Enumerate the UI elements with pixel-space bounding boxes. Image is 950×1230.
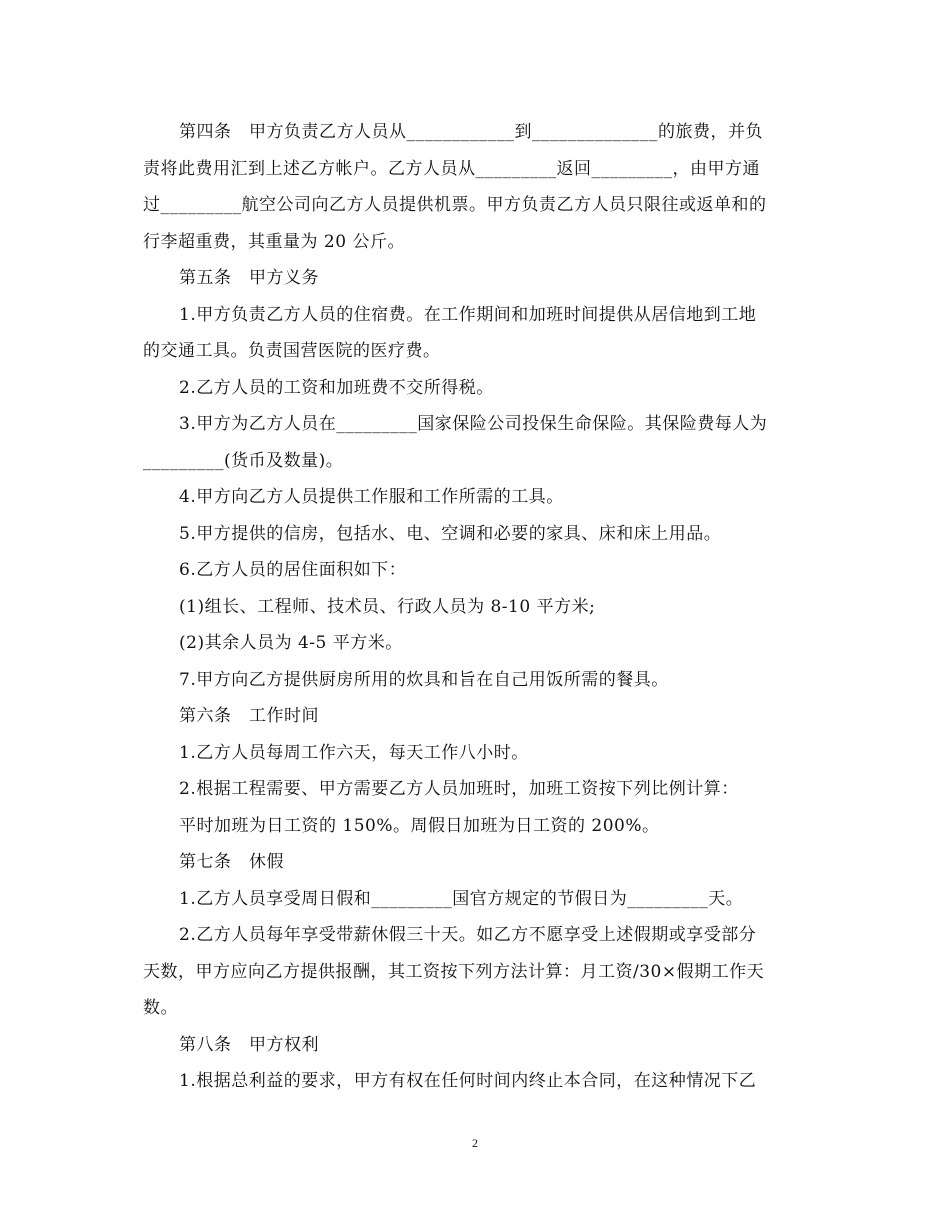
text-line: 2.根据工程需要、甲方需要乙方人员加班时，加班工资按下列比例计算：: [179, 779, 739, 799]
text-line: 天数，甲方应向乙方提供报酬，其工资按下列方法计算：月工资/30×假期工作天: [143, 961, 765, 982]
text-line: 6.乙方人员的居住面积如下：: [179, 560, 407, 580]
text-line: 1.乙方人员每周工作六天，每天工作八小时。: [179, 742, 529, 763]
section-heading: 第五条 甲方义务: [179, 268, 319, 288]
text-line: (2)其余人员为 4-5 平方米。: [179, 633, 403, 653]
text-line: 3.甲方为乙方人员在_________国家保险公司投保生命保险。其保险费每人为: [179, 414, 768, 434]
text-line: 的交通工具。负责国营医院的医疗费。: [143, 341, 441, 361]
section-heading: 第八条 甲方权利: [179, 1034, 319, 1055]
text-line: 平时加班为日工资的 150%。周假日加班为日工资的 200%。: [179, 815, 660, 836]
section-heading: 第七条 休假: [179, 852, 284, 872]
text-line: 责将此费用汇到上述乙方帐户。乙方人员从_________返回_________，由甲方通: [143, 158, 760, 179]
text-line: (1)组长、工程师、技术员、行政人员为 8-10 平方米;: [179, 596, 596, 617]
text-line: 1.乙方人员享受周日假和_________国官方规定的节假日为_________天。: [179, 888, 744, 909]
text-line: 2.乙方人员每年享受带薪休假三十天。如乙方不愿享受上述假期或享受部分: [179, 925, 757, 945]
text-line: 第四条 甲方负责乙方人员从____________到______________的旅费，并负: [179, 122, 763, 142]
text-line: 1.甲方负责乙方人员的住宿费。在工作期间和加班时间提供从居信地到工地: [179, 304, 757, 325]
section-heading: 第六条 工作时间: [179, 706, 319, 726]
text-line: 过_________航空公司向乙方人员提供机票。甲方负责乙方人员只限往或返单和的: [143, 195, 767, 215]
text-line: 行李超重费，其重量为 20 公斤。: [143, 231, 405, 252]
text-line: _________(货币及数量)。: [143, 450, 344, 471]
text-line: 4.甲方向乙方人员提供工作服和工作所需的工具。: [179, 487, 564, 507]
text-line: 1.根据总利益的要求，甲方有权在任何时间内终止本合同，在这种情况下乙: [179, 1071, 757, 1091]
text-line: 5.甲方提供的信房，包括水、电、空调和必要的家具、床和床上用品。: [179, 523, 722, 544]
text-line: 2.乙方人员的工资和加班费不交所得税。: [179, 377, 494, 398]
page-number: 2: [472, 1136, 478, 1150]
text-line: 数。: [143, 998, 178, 1018]
text-line: 7.甲方向乙方提供厨房所用的炊具和旨在自己用饭所需的餐具。: [179, 669, 669, 690]
document-body: [143, 114, 808, 1100]
